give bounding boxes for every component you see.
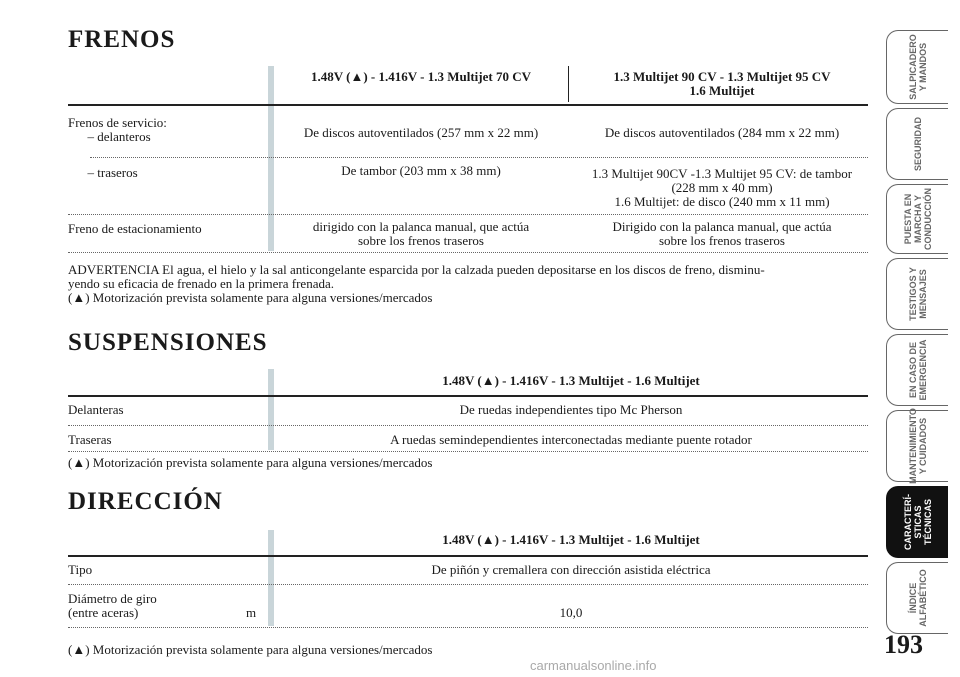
section-title-frenos: FRENOS [68,26,176,53]
row-label-front-susp: Delanteras [68,402,124,417]
section-title-direccion: DIRECCIÓN [68,488,223,515]
column-separator [568,66,569,102]
row-divider [68,252,868,253]
page-number: 193 [884,630,923,659]
row-unit-turning-diameter: m [246,605,257,620]
row-divider [68,451,868,452]
row-divider [68,584,868,585]
row-value-rear-susp: A ruedas semindependientes interconectadas mediante puente rotador [390,432,752,447]
watermark: carmanualsonline.info [530,658,657,673]
tab-label: EN CASO DE EMERGENCIA [907,339,928,401]
tab-label: SALPICADERO Y MANDOS [907,34,928,100]
row-value-rear-c1: De tambor (203 mm x 38 mm) [341,163,501,178]
frenos-footnote: (▲) Motorización prevista solamente para alguna versiones/mercados [68,290,433,305]
column-divider-bar [268,530,274,626]
row-value-type: De piñón y cremallera con dirección asistida eléctrica [431,562,711,577]
tab-label: CARACTERÍ- STICAS TÉCNICAS [902,494,933,550]
tab-testigos[interactable] [886,258,948,330]
row-divider [90,157,868,158]
section-title-suspensiones: SUSPENSIONES [68,329,268,356]
row-label-service-brakes: Frenos de servicio: – delanteros [68,115,167,144]
tab-label: MANTENIMIENTO Y CUIDADOS [907,408,928,484]
row-label-rear-susp: Traseras [68,432,112,447]
tab-label: TESTIGOS Y MENSAJES [907,267,928,321]
tab-seguridad[interactable] [886,108,948,180]
tab-salpicadero[interactable] [886,30,948,104]
row-divider [68,425,868,426]
tab-caracteristicas-tecnicas[interactable] [886,486,948,558]
tab-indice-alfabetico[interactable] [886,562,948,634]
suspensiones-header: 1.48V (▲) - 1.416V - 1.3 Multijet - 1.6 Multijet [442,373,700,388]
row-divider [68,627,868,628]
row-label-type: Tipo [68,562,93,577]
tab-mantenimiento[interactable] [886,410,948,482]
column-divider-bar [268,66,274,251]
column-divider-bar [268,369,274,450]
row-value-turning-diameter: 10,0 [559,605,583,620]
row-value-front-c2: De discos autoventilados (284 mm x 22 mm) [604,125,840,140]
tab-label: SEGURIDAD [912,116,923,172]
direccion-footnote: (▲) Motorización prevista solamente para alguna versiones/mercados [68,642,433,657]
direccion-header: 1.48V (▲) - 1.416V - 1.3 Multijet - 1.6 Multijet [442,532,700,547]
suspensiones-footnote: (▲) Motorización prevista solamente para alguna versiones/mercados [68,455,433,470]
tab-puesta-en-marcha[interactable] [886,184,948,254]
row-value-front-c1: De discos autoventilados (257 mm x 22 mm) [303,125,539,140]
row-value-parking-c1: dirigido con la palanca manual, que actúa sobre los frenos traseros [312,219,530,248]
header-rule [68,555,868,557]
row-label-turning-diameter: Diámetro de giro (entre aceras) [68,591,157,620]
tab-emergencia[interactable] [886,334,948,406]
row-value-rear-c2: 1.3 Multijet 90CV -1.3 Multijet 95 CV: de tambor (228 mm x 40 mm) 1.6 Multijet: de disco (240 mm x 11 mm) [591,166,853,209]
header-rule [68,104,868,106]
frenos-col1-header: 1.48V (▲) - 1.416V - 1.3 Multijet 70 CV [311,69,531,84]
frenos-col2-header: 1.3 Multijet 90 CV - 1.3 Multijet 95 CV 1.6 Multijet [613,69,831,98]
row-divider [68,214,868,215]
row-value-front-susp: De ruedas independientes tipo Mc Pherson [459,402,683,417]
row-label-rear: – traseros [68,165,138,180]
frenos-warning-note: ADVERTENCIA El agua, el hielo y la sal anticongelante esparcida por la calzada pueden depositarse en los discos de freno, disminu- yendo su eficacia de frenado en la primera frenada. [68,262,765,291]
tab-label: PUESTA EN MARCHA Y CONDUCCIÓN [902,188,933,250]
row-value-parking-c2: Dirigido con la palanca manual, que actúa sobre los frenos traseros [612,219,832,248]
header-rule [68,395,868,397]
tab-label: ÍNDICE ALFABÉTICO [907,569,928,627]
row-label-parking: Freno de estacionamiento [68,221,202,236]
